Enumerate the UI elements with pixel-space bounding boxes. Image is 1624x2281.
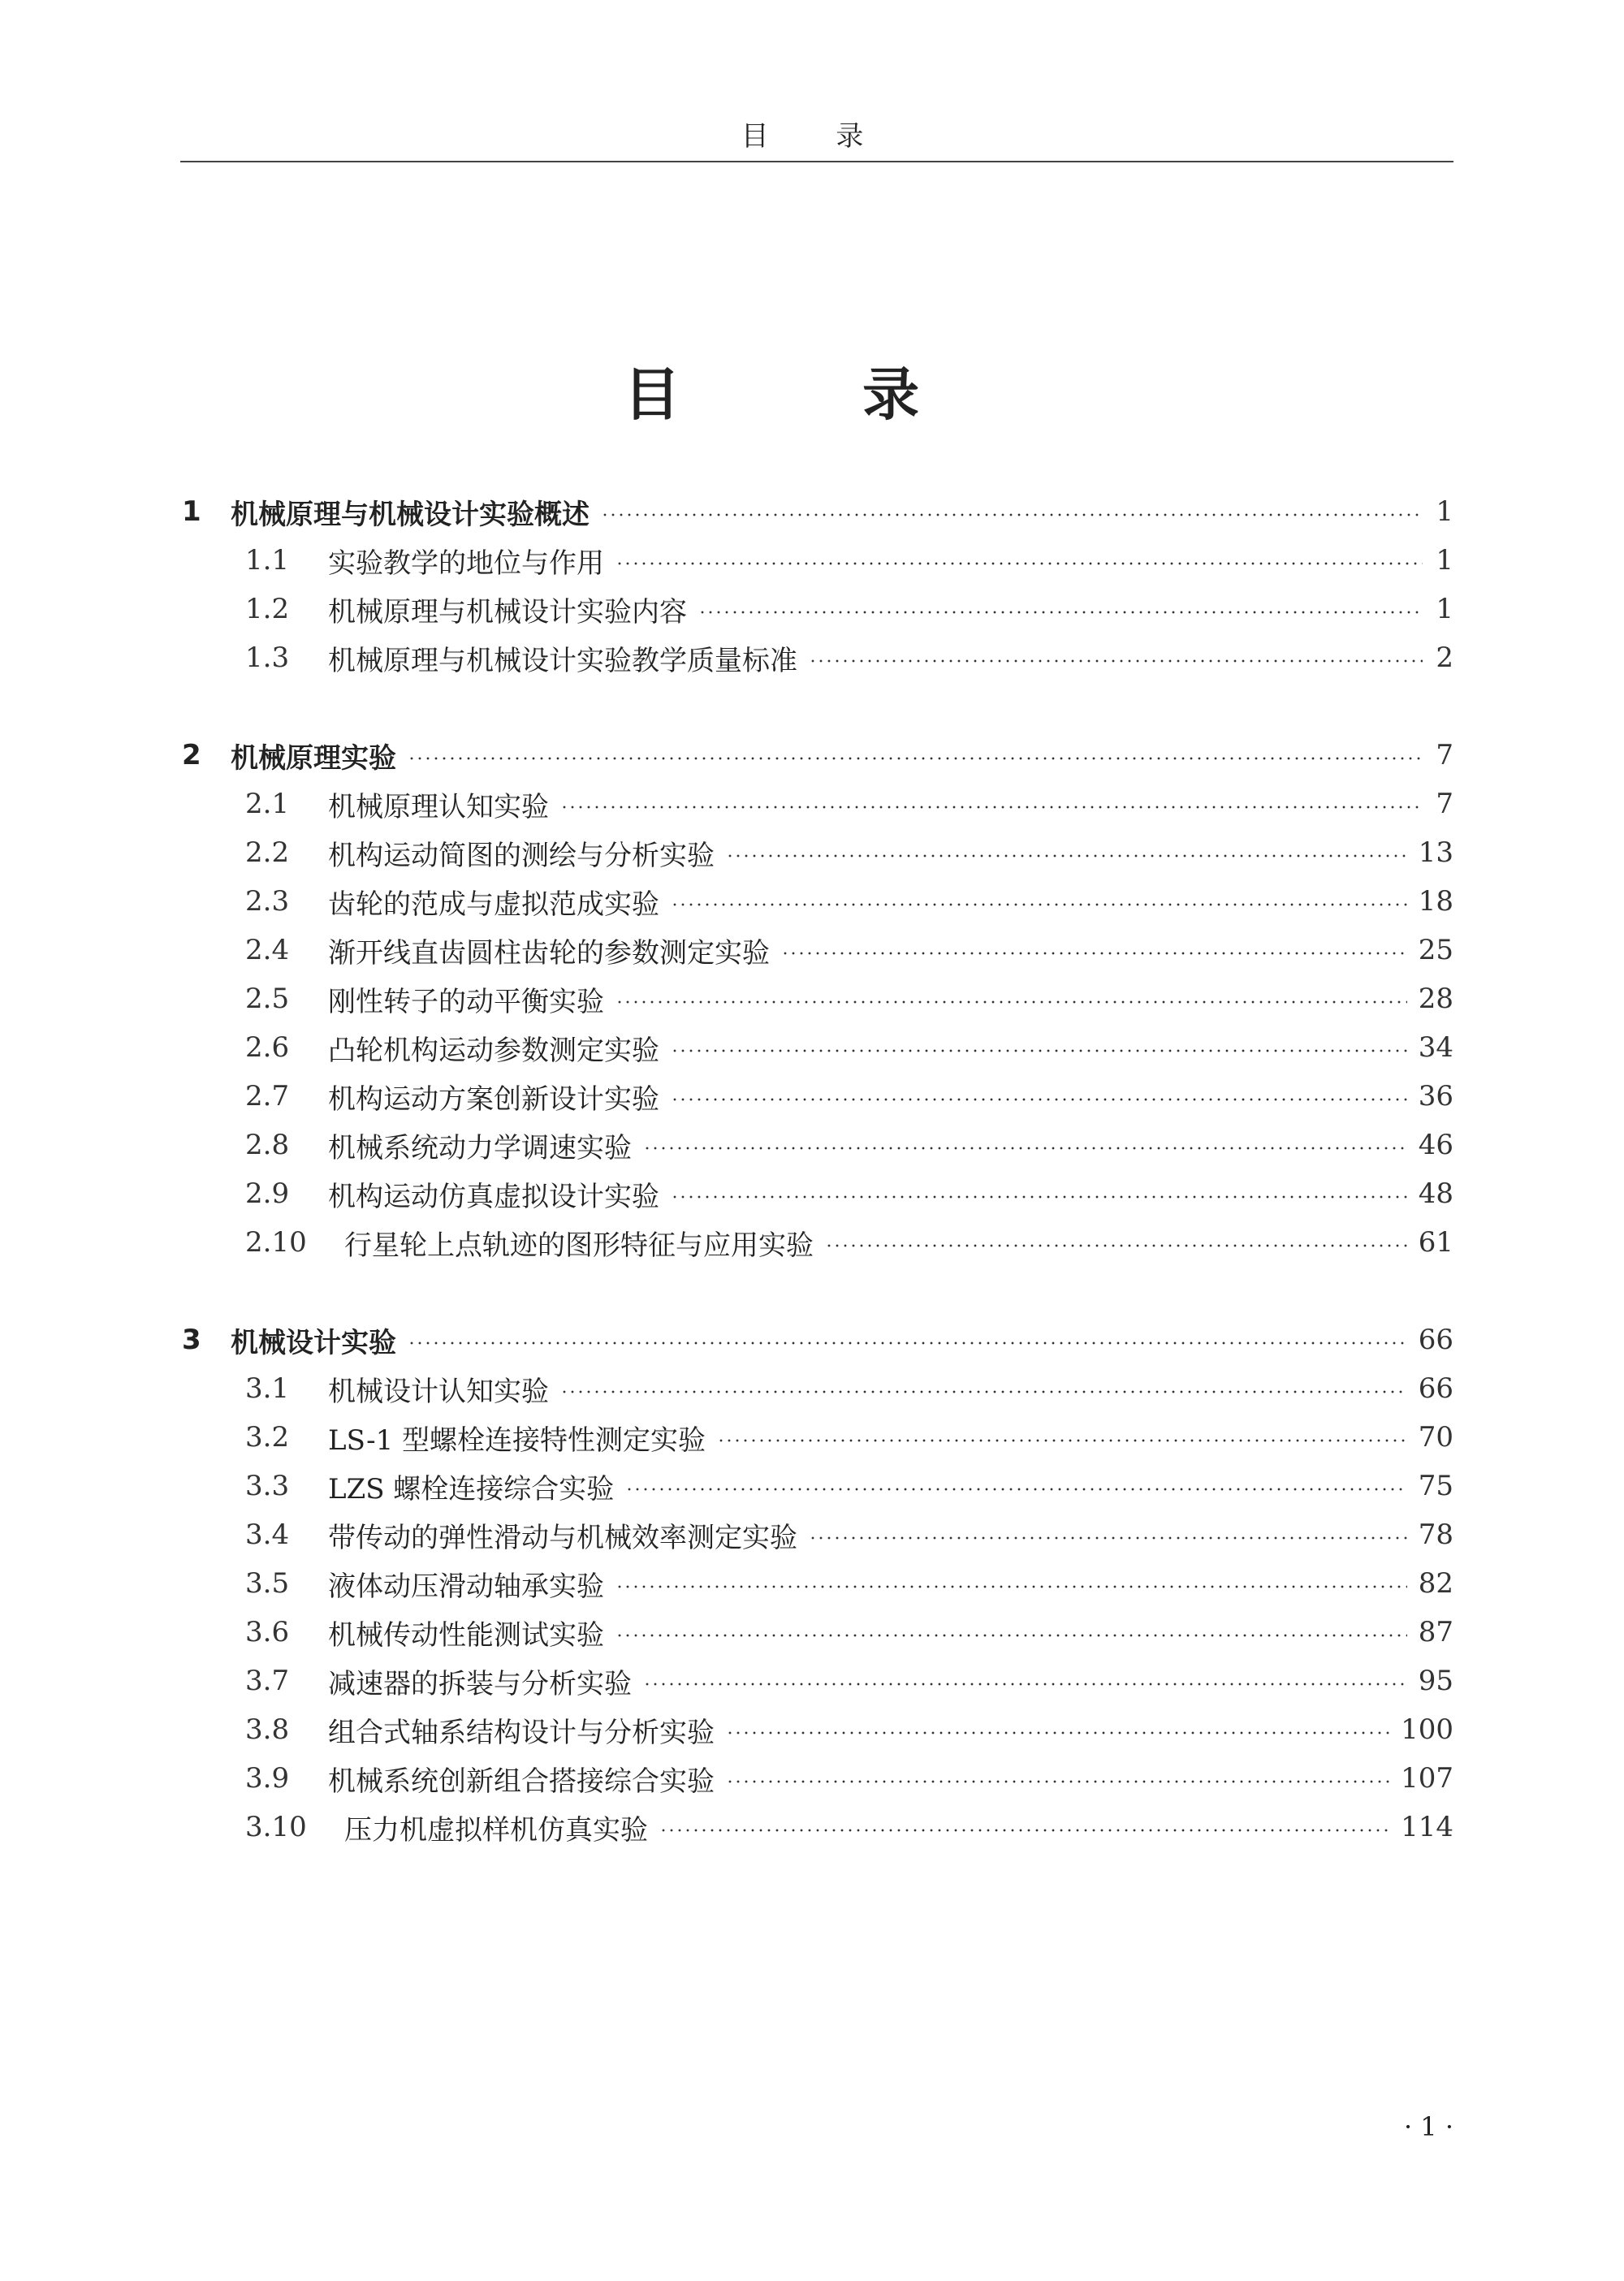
dot-leader xyxy=(560,806,1423,809)
section-number: 2.2 xyxy=(245,836,290,869)
section-title: 刚性转子的动平衡实验 xyxy=(328,985,604,1018)
toc-section-row[interactable] xyxy=(180,1754,1453,1803)
section-number: 2.3 xyxy=(245,885,290,918)
toc-section-row[interactable] xyxy=(180,1462,1453,1510)
section-number: 2.8 xyxy=(245,1129,290,1161)
chapter-3 xyxy=(180,1315,1453,1851)
dot-leader xyxy=(726,1780,1389,1783)
section-number: 2.6 xyxy=(245,1031,290,1064)
section-number: 1.2 xyxy=(245,593,290,625)
section-number: 3.9 xyxy=(245,1762,290,1795)
section-number: 1.1 xyxy=(245,544,290,577)
page-number: 61 xyxy=(1418,1226,1453,1259)
dot-leader xyxy=(809,1536,1407,1540)
section-title: 减速器的拆装与分析实验 xyxy=(328,1667,632,1700)
page-number: 66 xyxy=(1418,1324,1453,1356)
section-title: 机构运动简图的测绘与分析实验 xyxy=(328,839,715,872)
dot-leader xyxy=(601,513,1423,516)
section-title: 凸轮机构运动参数测定实验 xyxy=(328,1034,659,1067)
dot-leader xyxy=(615,562,1423,565)
toc-section-row[interactable] xyxy=(180,633,1453,682)
section-number: 2.4 xyxy=(245,934,290,966)
table-of-contents xyxy=(180,487,1453,1900)
toc-section-row[interactable] xyxy=(180,780,1453,828)
chapter-number: 2 xyxy=(182,739,201,771)
dot-leader xyxy=(671,1049,1407,1052)
toc-section-row[interactable] xyxy=(180,926,1453,974)
page-number: 1 xyxy=(1436,593,1453,625)
chapter-1 xyxy=(180,487,1453,682)
section-number: 3.2 xyxy=(245,1421,290,1454)
page-title: 目 录 xyxy=(623,361,1001,428)
chapter-number: 1 xyxy=(182,495,201,528)
page-number: 114 xyxy=(1401,1811,1453,1843)
chapter-number: 3 xyxy=(182,1324,201,1356)
toc-section-row[interactable] xyxy=(180,1364,1453,1413)
page-number: 70 xyxy=(1418,1421,1453,1454)
page-number: 7 xyxy=(1436,788,1453,820)
toc-section-row[interactable] xyxy=(180,1072,1453,1121)
dot-leader xyxy=(717,1439,1407,1442)
section-title: 行星轮上点轨迹的图形特征与应用实验 xyxy=(344,1229,814,1262)
section-title: 渐开线直齿圆柱齿轮的参数测定实验 xyxy=(328,936,770,970)
toc-chapter-row[interactable] xyxy=(180,487,1453,536)
toc-section-row[interactable] xyxy=(180,1705,1453,1754)
page-number: 95 xyxy=(1418,1665,1453,1697)
section-title: 机械传动性能测试实验 xyxy=(328,1618,604,1652)
dot-leader xyxy=(726,854,1407,858)
dot-leader xyxy=(408,1341,1407,1345)
section-number: 2.9 xyxy=(245,1177,290,1210)
dot-leader xyxy=(615,1634,1407,1637)
page-number: 46 xyxy=(1418,1129,1453,1161)
page-number: 7 xyxy=(1436,739,1453,771)
section-number: 2.1 xyxy=(245,788,290,820)
section-number: 3.8 xyxy=(245,1713,290,1746)
section-title: 压力机虚拟样机仿真实验 xyxy=(344,1813,648,1847)
section-number: 3.3 xyxy=(245,1470,290,1502)
chapter-title: 机械原理实验 xyxy=(231,741,396,775)
section-title: 液体动压滑动轴承实验 xyxy=(328,1570,604,1603)
dot-leader xyxy=(408,757,1423,760)
section-title: 组合式轴系结构设计与分析实验 xyxy=(328,1716,715,1749)
dot-leader xyxy=(643,1147,1407,1150)
toc-section-row[interactable] xyxy=(180,1510,1453,1559)
section-number: 1.3 xyxy=(245,642,290,674)
section-title: 齿轮的范成与虚拟范成实验 xyxy=(328,888,659,921)
toc-section-row[interactable] xyxy=(180,1169,1453,1218)
page-number: 36 xyxy=(1418,1080,1453,1112)
chapter-2 xyxy=(180,731,1453,1267)
page-number: 1 xyxy=(1436,495,1453,528)
dot-leader xyxy=(671,903,1407,906)
section-number: 3.1 xyxy=(245,1372,290,1405)
page-number: 66 xyxy=(1418,1372,1453,1405)
page-number: 48 xyxy=(1418,1177,1453,1210)
toc-section-row[interactable] xyxy=(180,1803,1453,1851)
toc-section-row[interactable] xyxy=(180,1218,1453,1267)
running-head: 目 录 xyxy=(741,120,893,153)
toc-section-row[interactable] xyxy=(180,877,1453,926)
page-number: 2 xyxy=(1436,642,1453,674)
section-title: 机构运动方案创新设计实验 xyxy=(328,1082,659,1116)
page-number: 87 xyxy=(1418,1616,1453,1648)
chapter-title: 机械设计实验 xyxy=(231,1326,396,1359)
toc-section-row[interactable] xyxy=(180,1657,1453,1705)
toc-section-row[interactable] xyxy=(180,828,1453,877)
toc-section-row[interactable] xyxy=(180,1559,1453,1608)
section-title: 实验教学的地位与作用 xyxy=(328,546,604,580)
dot-leader xyxy=(643,1683,1407,1686)
page-number: 34 xyxy=(1418,1031,1453,1064)
section-number: 3.7 xyxy=(245,1665,290,1697)
dot-leader xyxy=(659,1829,1389,1832)
section-title: 机械原理与机械设计实验教学质量标准 xyxy=(328,644,797,677)
page-number: 100 xyxy=(1401,1713,1453,1746)
dot-leader xyxy=(825,1244,1407,1247)
toc-section-row[interactable] xyxy=(180,585,1453,633)
toc-section-row[interactable] xyxy=(180,974,1453,1023)
section-title: 机械原理与机械设计实验内容 xyxy=(328,595,687,629)
page-number: 82 xyxy=(1418,1567,1453,1600)
page-number: 25 xyxy=(1418,934,1453,966)
section-number: 3.10 xyxy=(245,1811,307,1843)
dot-leader xyxy=(726,1731,1389,1735)
toc-section-row[interactable] xyxy=(180,1608,1453,1657)
section-title: 机构运动仿真虚拟设计实验 xyxy=(328,1180,659,1213)
dot-leader xyxy=(698,611,1423,614)
dot-leader xyxy=(671,1098,1407,1101)
toc-chapter-row[interactable] xyxy=(180,1315,1453,1364)
page-number: 107 xyxy=(1401,1762,1453,1795)
section-number: 3.4 xyxy=(245,1519,290,1551)
section-number: 2.7 xyxy=(245,1080,290,1112)
section-number: 3.6 xyxy=(245,1616,290,1648)
dot-leader xyxy=(560,1390,1407,1393)
dot-leader xyxy=(625,1488,1406,1491)
toc-section-row[interactable] xyxy=(180,1023,1453,1072)
section-number: 2.5 xyxy=(245,983,290,1015)
page-number: 75 xyxy=(1418,1470,1453,1502)
section-title: 带传动的弹性滑动与机械效率测定实验 xyxy=(328,1521,797,1554)
dot-leader xyxy=(615,1000,1407,1004)
page-folio: · 1 · xyxy=(1403,2111,1453,2142)
section-title: LZS 螺栓连接综合实验 xyxy=(328,1472,615,1506)
dot-leader xyxy=(809,659,1423,663)
dot-leader xyxy=(781,952,1407,955)
toc-section-row[interactable] xyxy=(180,1413,1453,1462)
page-number: 1 xyxy=(1436,544,1453,577)
section-number: 2.10 xyxy=(245,1226,307,1259)
page-number: 28 xyxy=(1418,983,1453,1015)
section-title: 机械系统创新组合搭接综合实验 xyxy=(328,1765,715,1798)
header-rule xyxy=(180,161,1453,162)
page-number: 78 xyxy=(1418,1519,1453,1551)
toc-chapter-row[interactable] xyxy=(180,731,1453,780)
dot-leader xyxy=(671,1195,1407,1199)
section-title: 机械设计认知实验 xyxy=(328,1375,549,1408)
toc-section-row[interactable] xyxy=(180,536,1453,585)
section-title: LS-1 型螺栓连接特性测定实验 xyxy=(328,1423,706,1457)
chapter-title: 机械原理与机械设计实验概述 xyxy=(231,498,590,531)
section-number: 3.5 xyxy=(245,1567,290,1600)
page-number: 13 xyxy=(1418,836,1453,869)
dot-leader xyxy=(615,1585,1407,1588)
section-title: 机械系统动力学调速实验 xyxy=(328,1131,632,1164)
page-number: 18 xyxy=(1418,885,1453,918)
toc-section-row[interactable] xyxy=(180,1121,1453,1169)
section-title: 机械原理认知实验 xyxy=(328,790,549,823)
